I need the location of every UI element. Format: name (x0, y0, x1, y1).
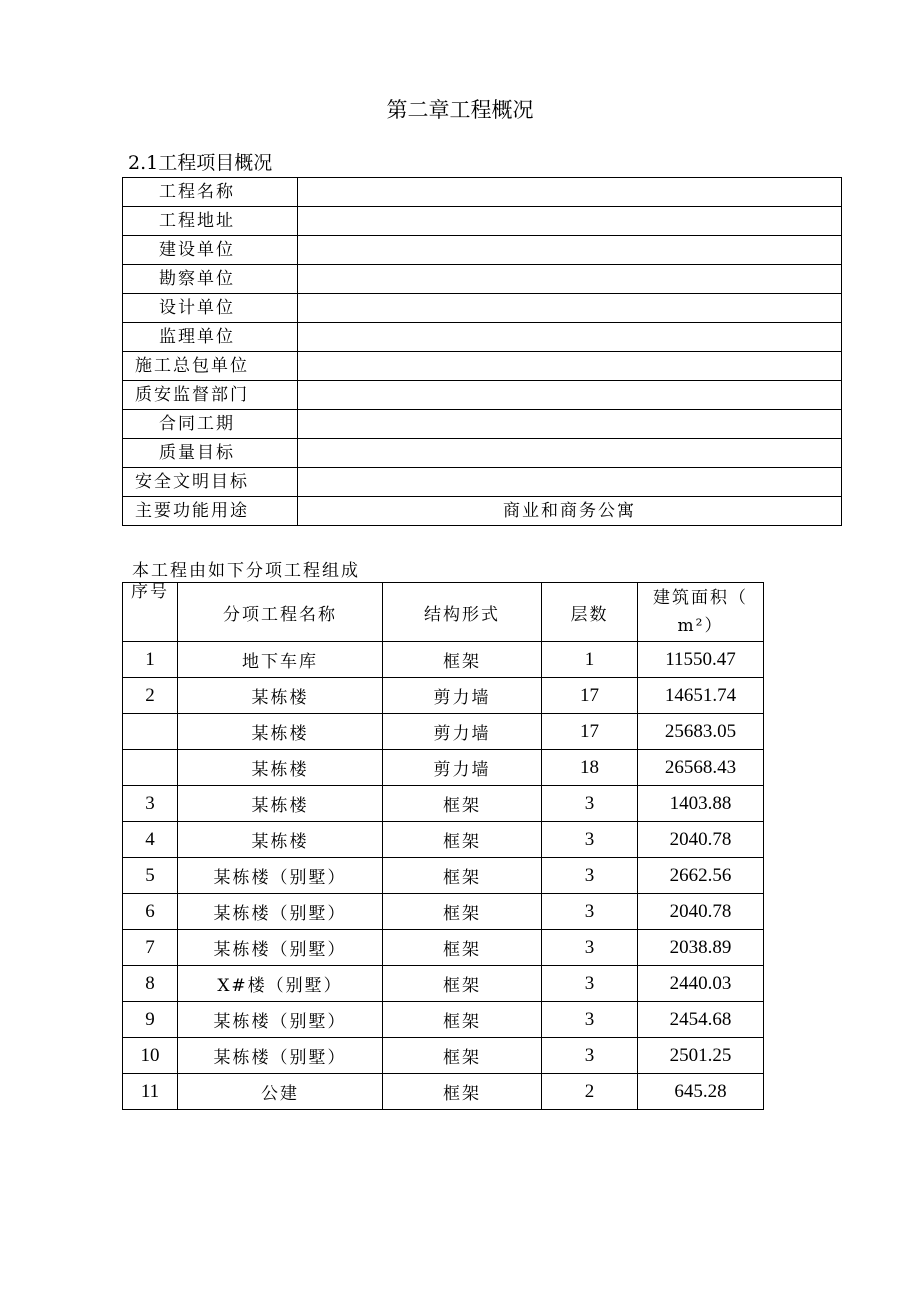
cell-area: 2454.68 (638, 1002, 764, 1038)
cell-floors: 3 (542, 822, 638, 858)
cell-area: 2038.89 (638, 930, 764, 966)
cell-structure: 框架 (383, 966, 542, 1002)
cell-name: 某栋楼（别墅） (178, 930, 383, 966)
intro-text: 本工程由如下分项工程组成 (132, 561, 360, 581)
cell-structure: 剪力墙 (383, 678, 542, 714)
cell-seq: 11 (123, 1074, 178, 1110)
info-label: 工程名称 (123, 178, 298, 207)
table-row (123, 678, 764, 714)
cell-seq: 1 (123, 642, 178, 678)
cell-floors: 3 (542, 930, 638, 966)
cell-seq: 8 (123, 966, 178, 1002)
cell-name: 地下车库 (178, 642, 383, 678)
header-name: 分项工程名称 (178, 583, 383, 642)
table-row (123, 1074, 764, 1110)
cell-area: 2440.03 (638, 966, 764, 1002)
info-label: 监理单位 (123, 323, 298, 352)
cell-structure: 框架 (383, 786, 542, 822)
cell-area: 1403.88 (638, 786, 764, 822)
info-row (123, 352, 842, 381)
header-area (638, 583, 764, 642)
info-value (298, 236, 842, 265)
cell-structure: 框架 (383, 642, 542, 678)
info-value (298, 381, 842, 410)
cell-structure: 框架 (383, 1038, 542, 1074)
cell-seq: 4 (123, 822, 178, 858)
cell-seq (123, 750, 178, 786)
cell-structure: 框架 (383, 1002, 542, 1038)
cell-floors: 1 (542, 642, 638, 678)
info-value: 商业和商务公寓 (298, 497, 842, 526)
info-row (123, 207, 842, 236)
info-value (298, 352, 842, 381)
cell-seq: 7 (123, 930, 178, 966)
info-label: 设计单位 (123, 294, 298, 323)
cell-area: 2501.25 (638, 1038, 764, 1074)
info-row (123, 497, 842, 526)
cell-floors: 17 (542, 714, 638, 750)
info-value (298, 294, 842, 323)
header-structure: 结构形式 (383, 583, 542, 642)
table-row (123, 642, 764, 678)
cell-area: 26568.43 (638, 750, 764, 786)
cell-area: 2040.78 (638, 822, 764, 858)
info-row (123, 439, 842, 468)
cell-area: 2662.56 (638, 858, 764, 894)
table-row (123, 966, 764, 1002)
cell-name: 某栋楼 (178, 822, 383, 858)
info-value (298, 323, 842, 352)
info-label: 工程地址 (123, 207, 298, 236)
cell-structure: 框架 (383, 894, 542, 930)
info-value (298, 410, 842, 439)
cell-name: 某栋楼 (178, 786, 383, 822)
cell-structure: 剪力墙 (383, 750, 542, 786)
cell-floors: 3 (542, 894, 638, 930)
info-row (123, 178, 842, 207)
cell-name: 某栋楼 (178, 750, 383, 786)
info-label: 主要功能用途 (123, 497, 298, 526)
info-label: 质量目标 (123, 439, 298, 468)
cell-area: 11550.47 (638, 642, 764, 678)
cell-seq: 5 (123, 858, 178, 894)
table-header-row (123, 583, 764, 642)
project-info-table (122, 177, 842, 526)
header-floors: 层数 (542, 583, 638, 642)
cell-name: X#楼（别墅） (178, 966, 383, 1002)
info-row (123, 468, 842, 497)
cell-seq: 3 (123, 786, 178, 822)
header-seq: 序号 (123, 583, 178, 642)
info-label: 安全文明目标 (123, 468, 298, 497)
header-area-line1: 建筑面积（ (653, 588, 748, 608)
cell-structure: 框架 (383, 1074, 542, 1110)
info-row (123, 323, 842, 352)
info-row (123, 294, 842, 323)
table-row (123, 1002, 764, 1038)
cell-seq (123, 714, 178, 750)
info-value (298, 439, 842, 468)
info-value (298, 178, 842, 207)
table-row (123, 930, 764, 966)
cell-name: 某栋楼（别墅） (178, 1002, 383, 1038)
info-value (298, 207, 842, 236)
info-label: 勘察单位 (123, 265, 298, 294)
table-row (123, 858, 764, 894)
info-label: 质安监督部门 (123, 381, 298, 410)
cell-structure: 框架 (383, 930, 542, 966)
cell-structure: 框架 (383, 822, 542, 858)
info-row (123, 381, 842, 410)
table-row (123, 786, 764, 822)
cell-floors: 3 (542, 858, 638, 894)
info-value (298, 468, 842, 497)
section-title: 2.1工程项目概况 (128, 152, 273, 174)
info-row (123, 410, 842, 439)
cell-name: 某栋楼 (178, 678, 383, 714)
cell-seq: 10 (123, 1038, 178, 1074)
cell-structure: 框架 (383, 858, 542, 894)
cell-name: 某栋楼（别墅） (178, 1038, 383, 1074)
header-area-line2: m²） (677, 616, 724, 636)
table-row (123, 822, 764, 858)
cell-floors: 17 (542, 678, 638, 714)
table-row (123, 714, 764, 750)
cell-structure: 剪力墙 (383, 714, 542, 750)
info-row (123, 236, 842, 265)
cell-floors: 3 (542, 786, 638, 822)
info-row (123, 265, 842, 294)
cell-floors: 3 (542, 1002, 638, 1038)
cell-seq: 9 (123, 1002, 178, 1038)
cell-name: 公建 (178, 1074, 383, 1110)
cell-seq: 2 (123, 678, 178, 714)
cell-name: 某栋楼（别墅） (178, 894, 383, 930)
cell-area: 25683.05 (638, 714, 764, 750)
info-label: 施工总包单位 (123, 352, 298, 381)
cell-name: 某栋楼（别墅） (178, 858, 383, 894)
table-row (123, 750, 764, 786)
cell-seq: 6 (123, 894, 178, 930)
chapter-title: 第二章工程概况 (386, 98, 534, 122)
info-label: 建设单位 (123, 236, 298, 265)
table-row (123, 1038, 764, 1074)
cell-floors: 2 (542, 1074, 638, 1110)
sub-project-table (122, 582, 764, 1110)
info-label: 合同工期 (123, 410, 298, 439)
cell-floors: 3 (542, 1038, 638, 1074)
table-row (123, 894, 764, 930)
info-value (298, 265, 842, 294)
cell-floors: 3 (542, 966, 638, 1002)
cell-area: 14651.74 (638, 678, 764, 714)
cell-area: 2040.78 (638, 894, 764, 930)
cell-name: 某栋楼 (178, 714, 383, 750)
cell-floors: 18 (542, 750, 638, 786)
cell-area: 645.28 (638, 1074, 764, 1110)
